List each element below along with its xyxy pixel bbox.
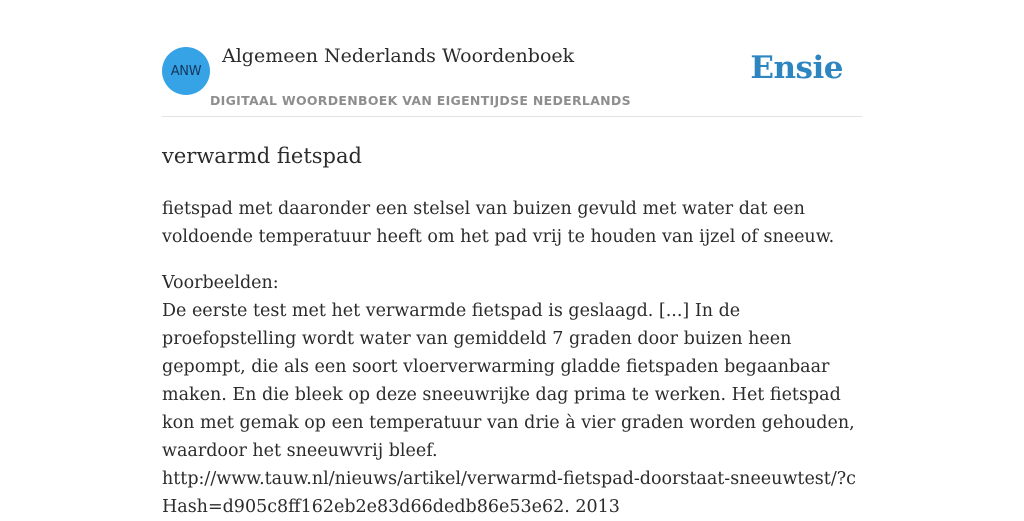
site-header xyxy=(162,0,862,117)
example-source: http://www.tauw.nl/nieuws/artikel/verwarmd-fietspad-doorstaat-sneeuwtest/?cHash=d905c8ff162eb2e83d66dedb86e53e62. 2013 xyxy=(162,469,856,517)
examples-label: Voorbeelden: xyxy=(162,273,279,293)
site-subtitle: DIGITAAL WOORDENBOEK VAN EIGENTIJDSE NEDERLANDS xyxy=(210,93,631,108)
entry-term: verwarmd fietspad xyxy=(162,144,362,168)
anw-logo[interactable] xyxy=(162,47,210,95)
ensie-brand-logo[interactable]: Ensie xyxy=(750,50,843,86)
anw-logo-text: ANW xyxy=(170,63,202,79)
site-title[interactable]: Algemeen Nederlands Woordenboek xyxy=(222,45,575,67)
page-container xyxy=(162,0,862,521)
example-quote: De eerste test met het verwarmde fietspad is geslaagd. [...] In de proefopstelling wordt water van gemiddeld 7 graden door buizen heen gepompt, die als een soort vloerverwarming gladde fietspaden begaanbaar maken. En die bleek op deze sneeuwrijke dag prima te werken. Het fietspad kon met gemak op een temperatuur van drie à vier graden worden gehouden, waardoor het sneeuwvrij bleef. xyxy=(162,301,855,461)
entry-definition: fietspad met daaronder een stelsel van buizen gevuld met water dat een voldoende temperatuur heeft om het pad vrij te houden van ijzel of sneeuw. xyxy=(162,199,835,247)
examples-section xyxy=(162,269,862,521)
